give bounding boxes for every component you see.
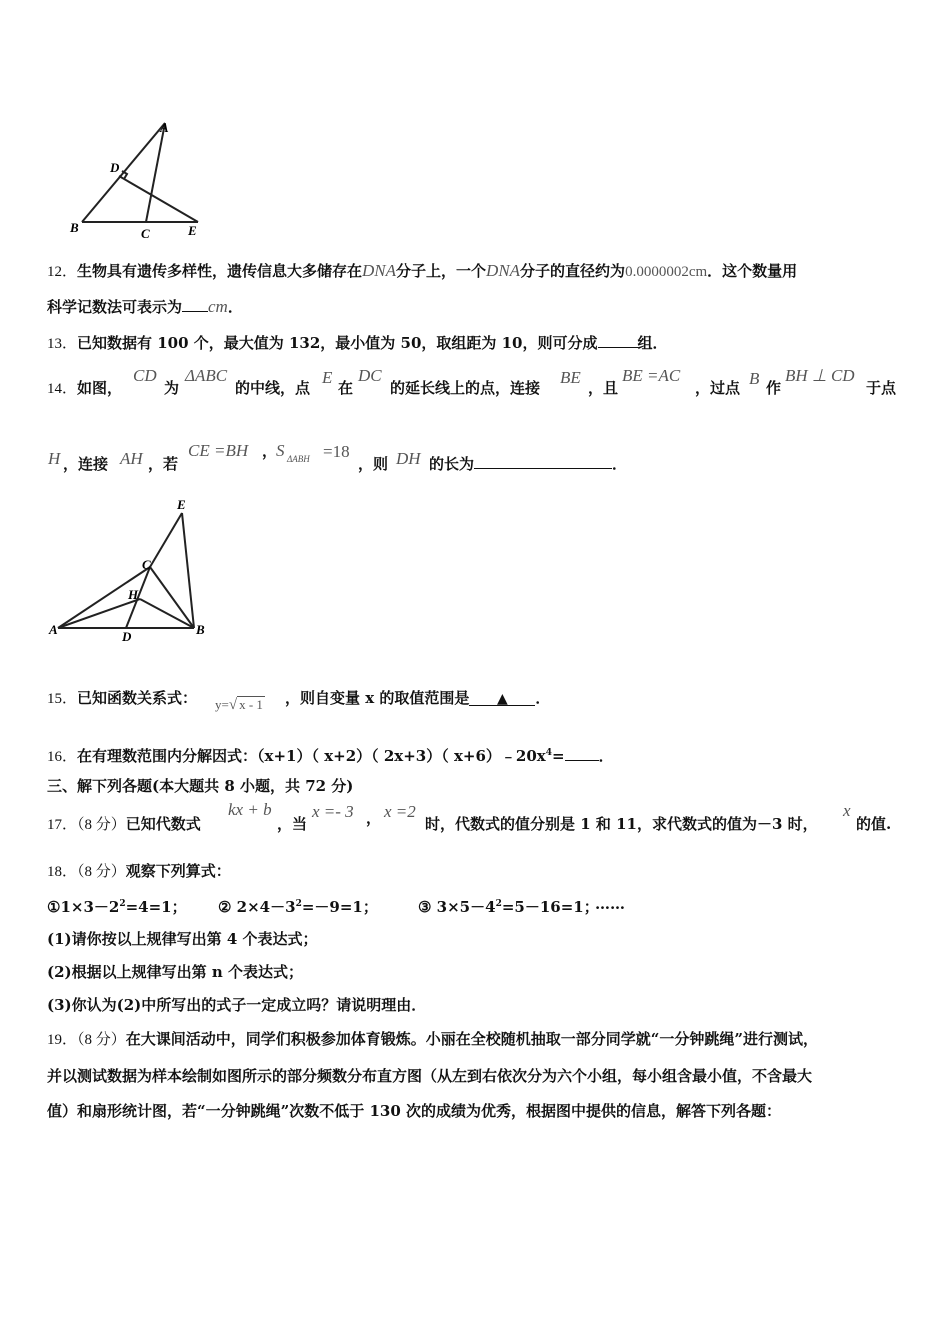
q14-B: B xyxy=(749,369,760,388)
q13: 13．已知数据有 100 个，最大值为 132，最小值为 50，取组距为 10，则可分成 组． xyxy=(47,334,668,352)
label-C: C xyxy=(142,557,151,572)
q19-line1: 19．（8 分）在大课间活动中，同学们积极参加体育锻炼。小丽在全校随机抽取一部分同学就“一分钟跳绳”进行测试， xyxy=(47,1030,819,1048)
q17-p4: 的值. xyxy=(856,815,892,833)
q14-wei: 为 xyxy=(164,379,180,397)
q14-CEBH: CE =BH xyxy=(188,441,249,460)
q14-DC: DC xyxy=(358,366,382,385)
q14-DH: DH xyxy=(396,449,421,468)
q14-CD: CD xyxy=(133,366,157,385)
q17-p3: 时，代数式的值分别是 1 和 11，求代数式的值为－3 时， xyxy=(425,815,818,833)
label-C: C xyxy=(141,226,150,241)
q14-zai: 在 xyxy=(338,379,354,397)
q15-tail: ，则自变量 x 的取值范围是 ▲ ． xyxy=(285,689,551,707)
q17-x1: x =- 3 xyxy=(312,802,354,821)
q18-formula-2: ② $2\times 4-3^2=-9=1$； xyxy=(218,898,378,916)
q19-line2: 并以测试数据为样本绘制如图所示的部分频数分布直方图（从左到右依次分为六个小组，每小组含最小值，不含最大 xyxy=(47,1067,813,1085)
q12-line2: 科学记数法可表示为 cm． xyxy=(47,297,243,316)
q14-H: H xyxy=(48,449,61,468)
answer-blank[interactable]: ▲ xyxy=(469,691,535,706)
q14-tail: 的长为 ． xyxy=(429,455,628,473)
q14-BE: BE xyxy=(560,368,581,387)
label-E: E xyxy=(177,497,186,512)
q17-prefix: 17．（8 分）已知代数式 xyxy=(47,815,201,833)
q18-formula-1: $①1\times 3-2^2=4=1$； xyxy=(47,898,187,916)
q18-title: 18．（8 分）观察下列算式： xyxy=(47,862,231,880)
label-B: B xyxy=(196,622,205,637)
answer-blank[interactable] xyxy=(474,454,612,469)
q14-ABC: ΔABC xyxy=(185,366,228,385)
label-D: D xyxy=(110,160,120,175)
q17-x: x xyxy=(843,801,851,820)
label-B: B xyxy=(70,220,79,235)
q14-BEAC: BE =AC xyxy=(622,366,681,385)
q12-line1: 12．生物具有遗传多样性，遗传信息大多储存在DNA分子上，一个DNA分子的直径约为0.0000002cm．这个数量用 xyxy=(47,261,798,280)
q14-comma: ， xyxy=(262,442,278,460)
q17-p2: ，当 xyxy=(277,815,308,833)
q18-dots: …… xyxy=(595,895,625,913)
q14-E: E xyxy=(322,368,333,387)
q17-x2: x =2 xyxy=(384,802,416,821)
q18-formula-3: ③ $3\times 5-4^2=5-16=1$； xyxy=(418,898,599,916)
q14-lianjie: ，连接 xyxy=(63,455,109,473)
section-3-title: 三、解下列各题(本大题共 8 小题，共 72 分) xyxy=(47,777,354,795)
label-H: H xyxy=(128,587,139,602)
q14-ze: ，则 xyxy=(358,455,389,473)
q18-sub-2: (2)根据以上规律写出第 n 个表达式； xyxy=(47,963,303,981)
answer-blank[interactable] xyxy=(182,297,208,312)
q17-comma: ， xyxy=(366,809,382,827)
q14-Ssub: ΔABH xyxy=(287,454,310,464)
q18-sub-1: (1)请你按以上规律写出第 4 个表达式； xyxy=(47,930,318,948)
q14-qie: ，且 xyxy=(588,379,619,397)
answer-blank[interactable] xyxy=(565,746,599,761)
q14-yudian: 于点 xyxy=(866,379,897,397)
triangle-figure-1 xyxy=(40,110,220,245)
q14-line1: 14．如图， xyxy=(47,379,123,397)
q14-yanchang: 的延长线上的点，连接 xyxy=(390,379,541,397)
q14-Seq: =18 xyxy=(323,442,350,461)
answer-blank[interactable] xyxy=(598,333,638,348)
label-A: A xyxy=(160,120,169,135)
q14-S: S xyxy=(276,441,285,460)
q18-sub-3: (3)你认为(2)中所写出的式子一定成立吗？请说明理由． xyxy=(47,996,427,1014)
label-A: A xyxy=(49,622,58,637)
q14-zuo: 作 xyxy=(766,379,782,397)
q14-ruo: ，若 xyxy=(148,455,179,473)
q14-zhongxian: 的中线，点 xyxy=(235,379,311,397)
label-D: D xyxy=(122,629,132,644)
label-E: E xyxy=(188,223,197,238)
triangle-figure-2 xyxy=(42,495,222,645)
q19-line3: 值）和扇形统计图，若“一分钟跳绳”次数不低于 130 次的成绩为优秀，根据图中提供的信息，解答下列各题： xyxy=(47,1102,782,1120)
q16: 16．在有理数范围内分解因式：（x+1）（ x+2）（ 2x+3）（ $x+6)﹣20x^4=$ ． xyxy=(47,747,614,765)
q14-guodian: ，过点 xyxy=(695,379,741,397)
q15-prefix: 15．已知函数关系式： xyxy=(47,689,198,707)
q14-AH: AH xyxy=(120,449,143,468)
q15-formula: y=√ x - 1 xyxy=(215,697,263,713)
q14-BHCD: BH ⊥ CD xyxy=(785,366,855,385)
q17-expr: kx + b xyxy=(228,800,272,819)
